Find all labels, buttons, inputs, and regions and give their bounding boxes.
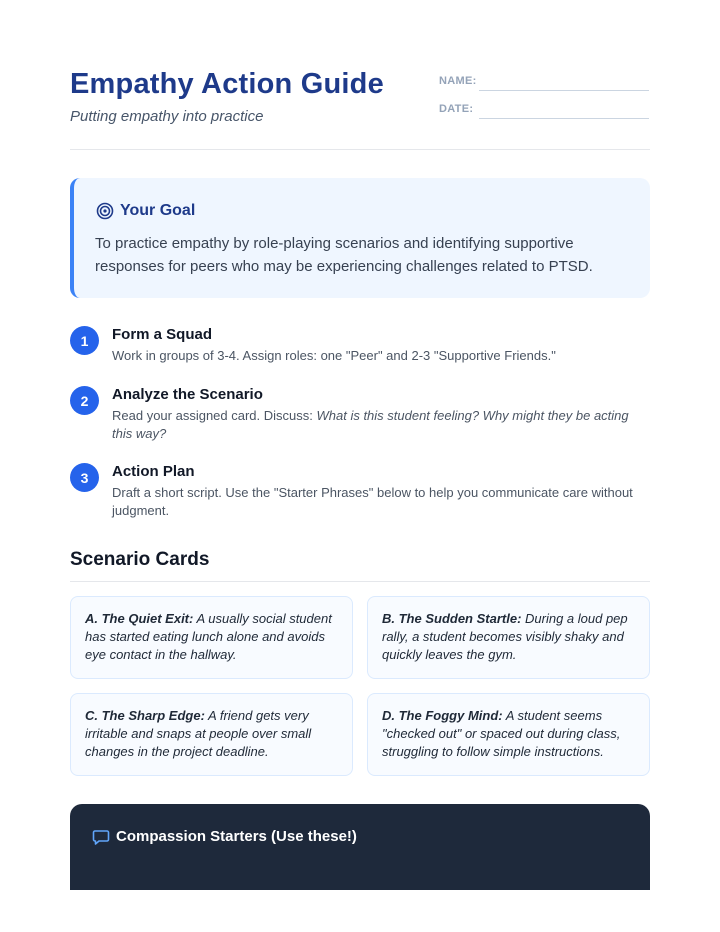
compassion-starters-panel [70, 804, 650, 890]
goal-text: To practice empathy by role-playing scenarios and identifying supportive responses for peers who may be experiencing challenges related to PTSD. [95, 235, 593, 275]
card-text: A friend gets very irritable and snaps at people over small changes in the project deadline. [85, 708, 312, 759]
card-text: During a loud pep rally, a student becomes visibly shaky and quickly leaves the gym. [382, 611, 628, 662]
date-field[interactable] [439, 103, 473, 115]
step-number: 2 [70, 386, 99, 415]
step-description: Work in groups of 3-4. Assign roles: one "Peer" and 2-3 "Supportive Friends." [112, 348, 556, 363]
goal-box [70, 178, 650, 298]
step-title: Action Plan [112, 463, 195, 480]
name-line [479, 90, 649, 91]
page-subtitle: Putting empathy into practice [70, 108, 264, 125]
name-label: NAME: [439, 75, 477, 87]
page-title: Empathy Action Guide [70, 68, 384, 100]
card-text: A usually social student has started eating lunch alone and avoids eye contact in the hallway. [85, 611, 332, 662]
card-label: A. The Quiet Exit: [85, 611, 194, 626]
scenario-card-d [367, 693, 650, 776]
step-title: Analyze the Scenario [112, 386, 263, 403]
date-label: DATE: [439, 103, 474, 115]
scenario-section-title: Scenario Cards [70, 549, 650, 582]
target-icon [96, 202, 114, 220]
card-label: C. The Sharp Edge: [85, 708, 205, 723]
goal-title: Your Goal [120, 202, 196, 219]
step-description: Draft a short script. Use the "Starter Phrases" below to help you communicate care without judgment. [112, 485, 633, 518]
card-text: A student seems "checked out" or spaced out during class, struggling to follow simple instructions. [382, 708, 621, 759]
step-title: Form a Squad [112, 326, 213, 343]
chat-bubble-icon [92, 828, 110, 846]
scenario-card-c [70, 693, 353, 776]
scenario-card-a [70, 596, 353, 679]
step-number: 1 [70, 326, 99, 355]
scenario-card-b [367, 596, 650, 679]
date-line [479, 118, 649, 119]
step-number: 3 [70, 463, 99, 492]
card-label: B. The Sudden Startle: [382, 611, 522, 626]
starters-title: Compassion Starters (Use these!) [116, 828, 357, 845]
name-field[interactable] [439, 75, 477, 87]
step-description [112, 407, 652, 443]
page-header [70, 64, 650, 150]
card-label: D. The Foggy Mind: [382, 708, 503, 723]
step-description-question: What is this student feeling? Why might they be acting this way? [112, 408, 629, 441]
step-description-text: Read your assigned card. Discuss: [112, 408, 317, 423]
